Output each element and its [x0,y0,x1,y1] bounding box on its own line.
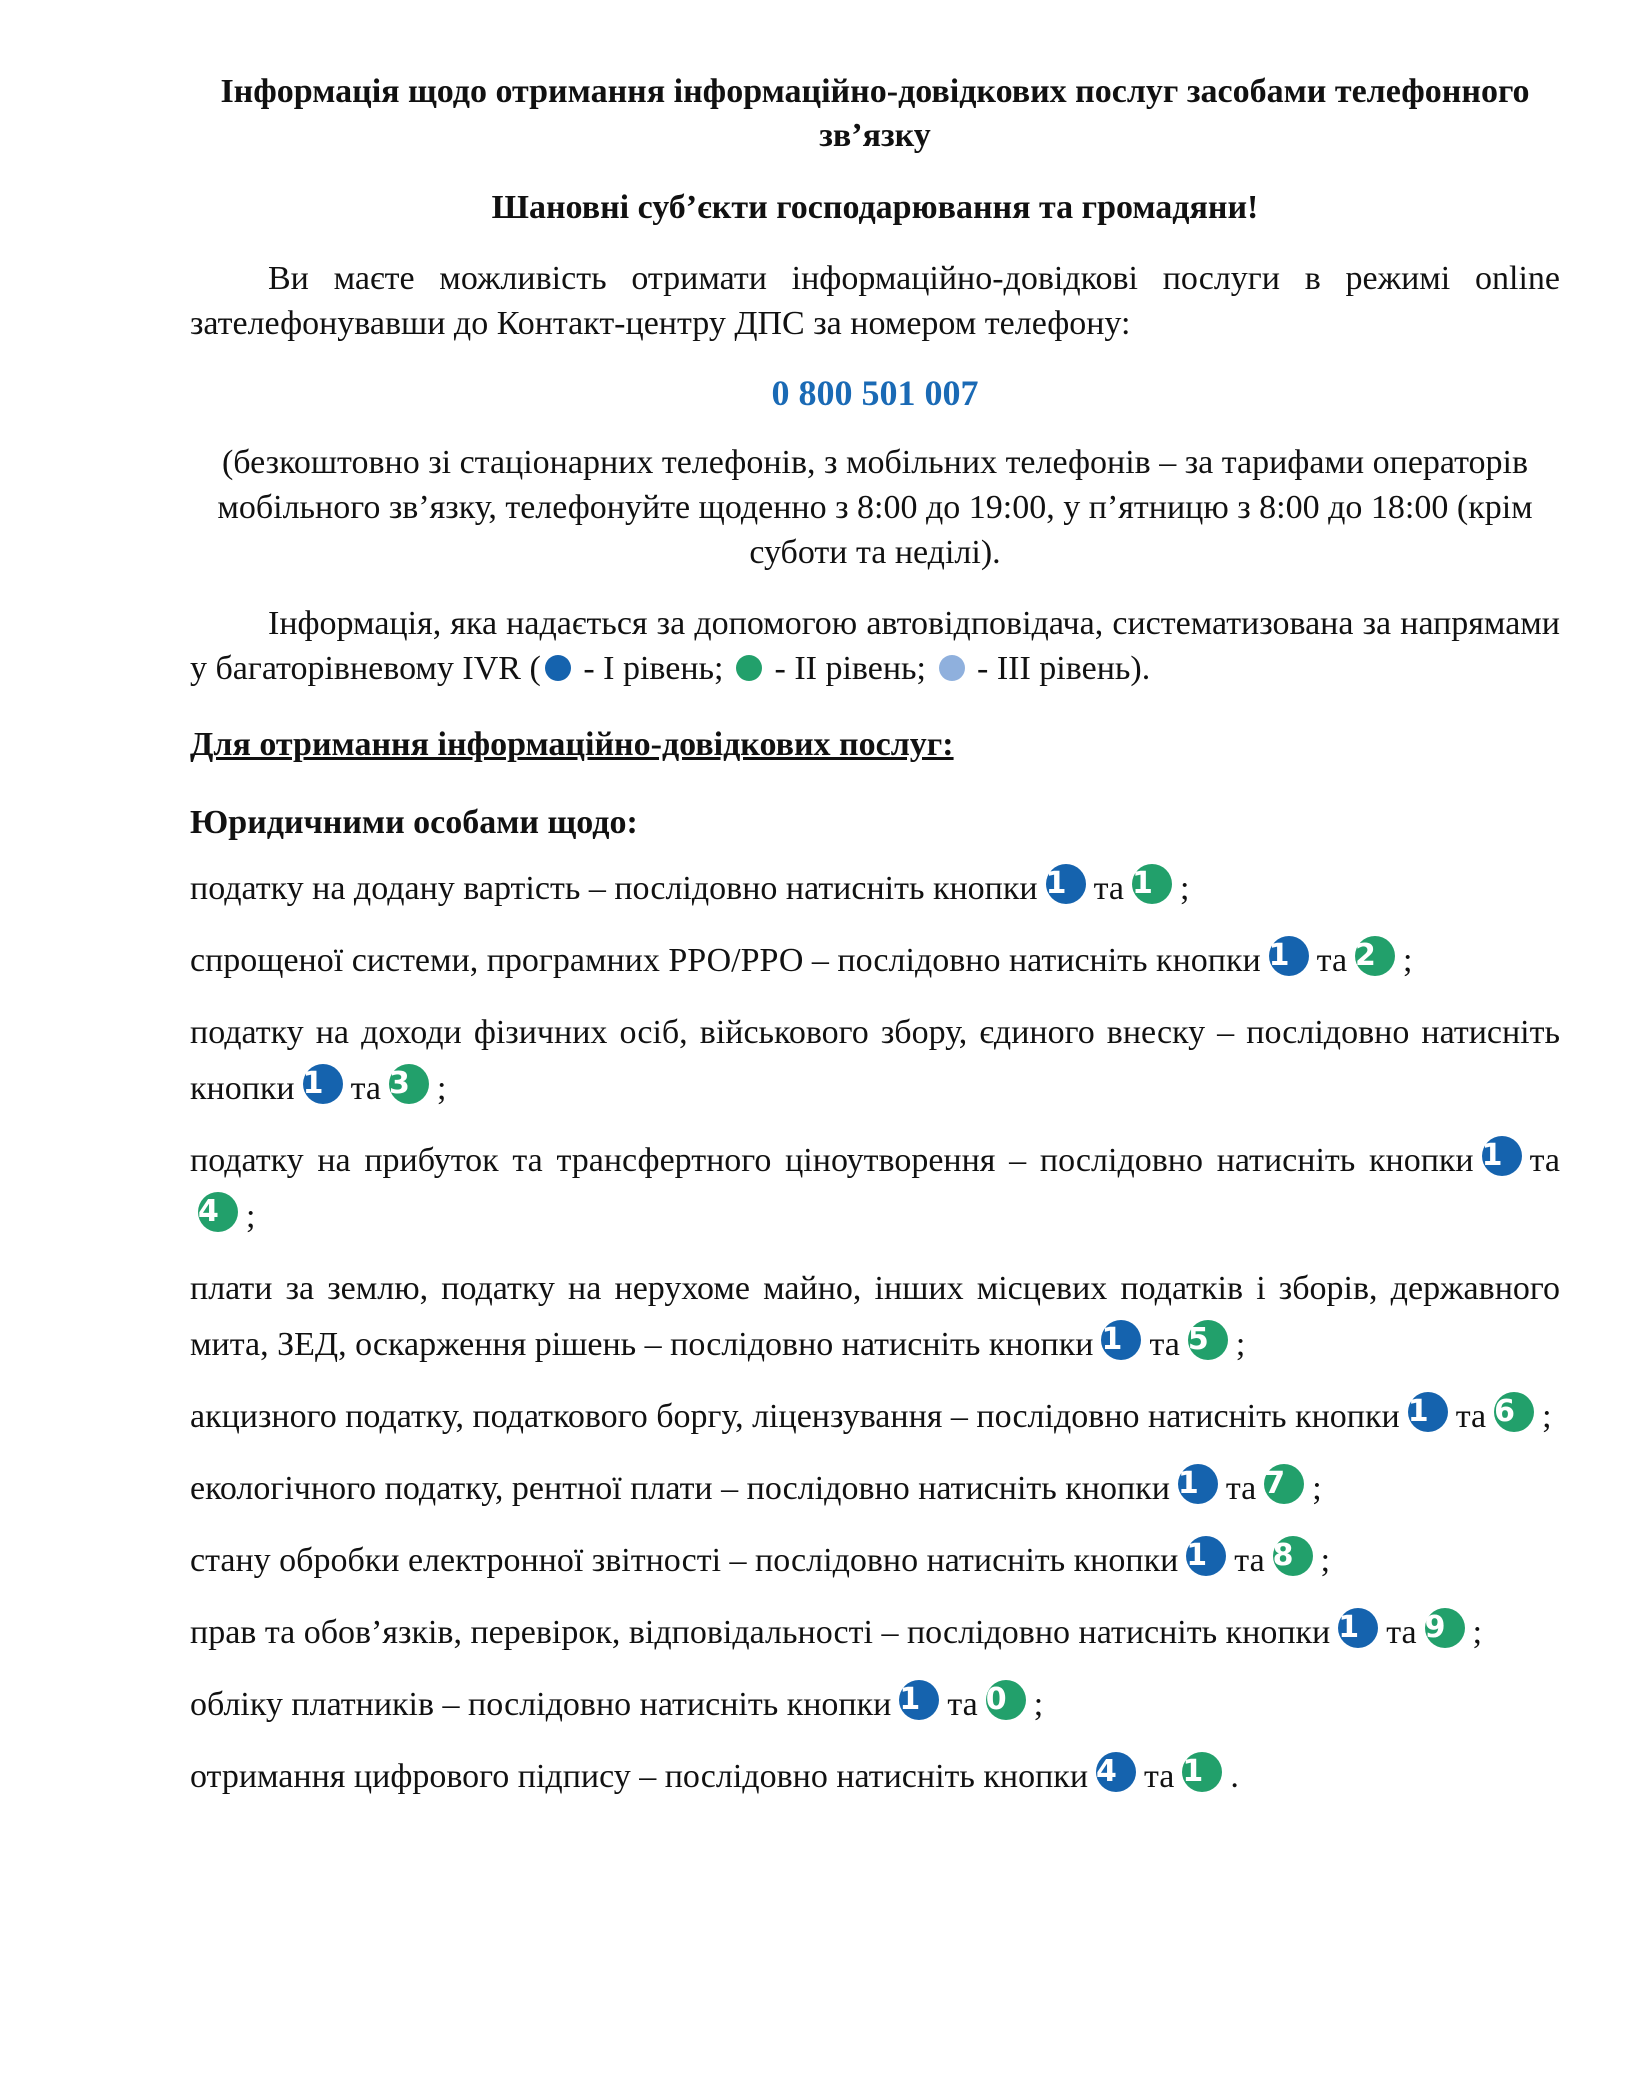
key-badge-first-icon: 1 [1186,1536,1226,1576]
item-connector: та [1093,870,1124,907]
key-badge-second-icon: 5 [1188,1320,1228,1360]
item-text: прав та обов’язків, перевірок, відповідальності – послідовно натисніть кнопки [190,1614,1331,1651]
key-badge-first-icon: 4 [1096,1752,1136,1792]
item-end: ; [1472,1614,1483,1651]
item-end: ; [1033,1686,1044,1723]
key-badge-second-icon: 4 [198,1192,238,1232]
document-title: Інформація щодо отримання інформаційно-довідкових послуг засобами телефонного зв’язку [220,73,1530,154]
list-item [190,1677,1560,1733]
item-end: ; [437,1070,447,1107]
legal-entities-subheading: Юридичними особами щодо: [190,804,638,841]
ivr-level1: - І рівень; [574,650,732,687]
item-end: ; [1235,1326,1246,1363]
menu-items-list [190,861,1560,1805]
list-item [190,1133,1560,1245]
key-badge-second-icon: 2 [1355,936,1395,976]
item-connector: та [947,1686,978,1723]
intro-paragraph: Ви маєте можливість отримати інформаційно-довідкові послуги в режимі online зателефонувавши до Контакт-центру ДПС за номером телефону: [190,260,1560,342]
list-item [190,1261,1560,1373]
key-badge-first-icon: 1 [1338,1608,1378,1648]
list-item [190,1605,1560,1661]
ivr-level2: - ІІ рівень; [766,650,935,687]
key-badge-second-icon: 0 [986,1680,1026,1720]
item-text: екологічного податку, рентної плати – послідовно натисніть кнопки [190,1470,1170,1507]
item-text: отримання цифрового підпису – послідовно натисніть кнопки [190,1758,1089,1795]
key-badge-first-icon: 1 [1101,1320,1141,1360]
key-badge-first-icon: 1 [1178,1464,1218,1504]
key-badge-first-icon: 1 [1046,864,1086,904]
item-end: ; [1312,1470,1322,1507]
section-heading: Для отримання інформаційно-довідкових послуг: [190,726,954,763]
level2-dot-icon [736,655,762,681]
key-badge-second-icon: 6 [1494,1392,1534,1432]
key-badge-first-icon: 1 [303,1064,343,1104]
key-badge-second-icon: 8 [1273,1536,1313,1576]
key-badge-first-icon: 1 [1269,936,1309,976]
item-connector: та [1149,1326,1180,1363]
list-item [190,1005,1560,1117]
phone-number: 0 800 501 007 [771,373,979,413]
item-text: податку на додану вартість – послідовно натисніть кнопки [190,870,1038,907]
ivr-text: Інформація, яка надається за допомогою автовідповідача, систематизована за напрямами у багаторівневому IVR ( [190,605,1560,687]
item-text: податку на доходи фізичних осіб, військового збору, єдиного внеску – послідовно натисніть кнопки [190,1014,1560,1107]
item-text: плати за землю, податку на нерухоме майно, інших місцевих податків і зборів, державного мита, ЗЕД, оскарження рішень – послідовно натисніть кнопки [190,1270,1560,1363]
key-badge-second-icon: 1 [1132,864,1172,904]
item-connector: та [1234,1542,1265,1579]
list-item [190,861,1560,917]
hours-note: (безкоштовно зі стаціонарних телефонів, з мобільних телефонів – за тарифами операторів мобільного зв’язку, телефонуйте щоденно з 8:00 до 19:00, у п’ятницю з 8:00 до 18:00 (крім суботи та неділі). [217,444,1533,571]
list-item [190,1461,1560,1517]
key-badge-first-icon: 1 [899,1680,939,1720]
item-text: стану обробки електронної звітності – послідовно натисніть кнопки [190,1542,1179,1579]
key-badge-second-icon: 9 [1425,1608,1465,1648]
ivr-level3: - ІІІ рівень). [968,650,1151,687]
item-connector: та [1455,1398,1487,1435]
item-text: спрощеної системи, програмних РРО/РРО – послідовно натисніть кнопки [190,942,1261,979]
key-badge-second-icon: 7 [1264,1464,1304,1504]
item-end: ; [1542,1398,1552,1435]
key-badge-second-icon: 3 [389,1064,429,1104]
key-badge-first-icon: 1 [1408,1392,1448,1432]
greeting: Шановні суб’єкти господарювання та громадяни! [491,189,1259,226]
item-end: ; [246,1198,256,1235]
item-connector: та [1316,942,1348,979]
level3-dot-icon [939,655,965,681]
item-end: ; [1320,1542,1331,1579]
document-page [190,70,1560,1805]
item-end: . [1230,1758,1239,1795]
item-text: обліку платників – послідовно натисніть кнопки [190,1686,892,1723]
item-connector: та [1225,1470,1257,1507]
level1-dot-icon [545,655,571,681]
item-text: акцизного податку, податкового боргу, ліцензування – послідовно натисніть кнопки [190,1398,1400,1435]
item-connector: та [1386,1614,1417,1651]
list-item [190,1749,1560,1805]
item-connector: та [350,1070,381,1107]
list-item [190,933,1560,989]
ivr-paragraph [190,601,1560,691]
item-text: податку на прибуток та трансфертного ціноутворення – послідовно натисніть кнопки [190,1142,1474,1179]
item-connector: та [1144,1758,1175,1795]
key-badge-first-icon: 1 [1482,1136,1522,1176]
item-end: ; [1179,870,1190,907]
list-item [190,1533,1560,1589]
item-connector: та [1529,1142,1560,1179]
list-item [190,1389,1560,1445]
item-end: ; [1403,942,1413,979]
key-badge-second-icon: 1 [1182,1752,1222,1792]
